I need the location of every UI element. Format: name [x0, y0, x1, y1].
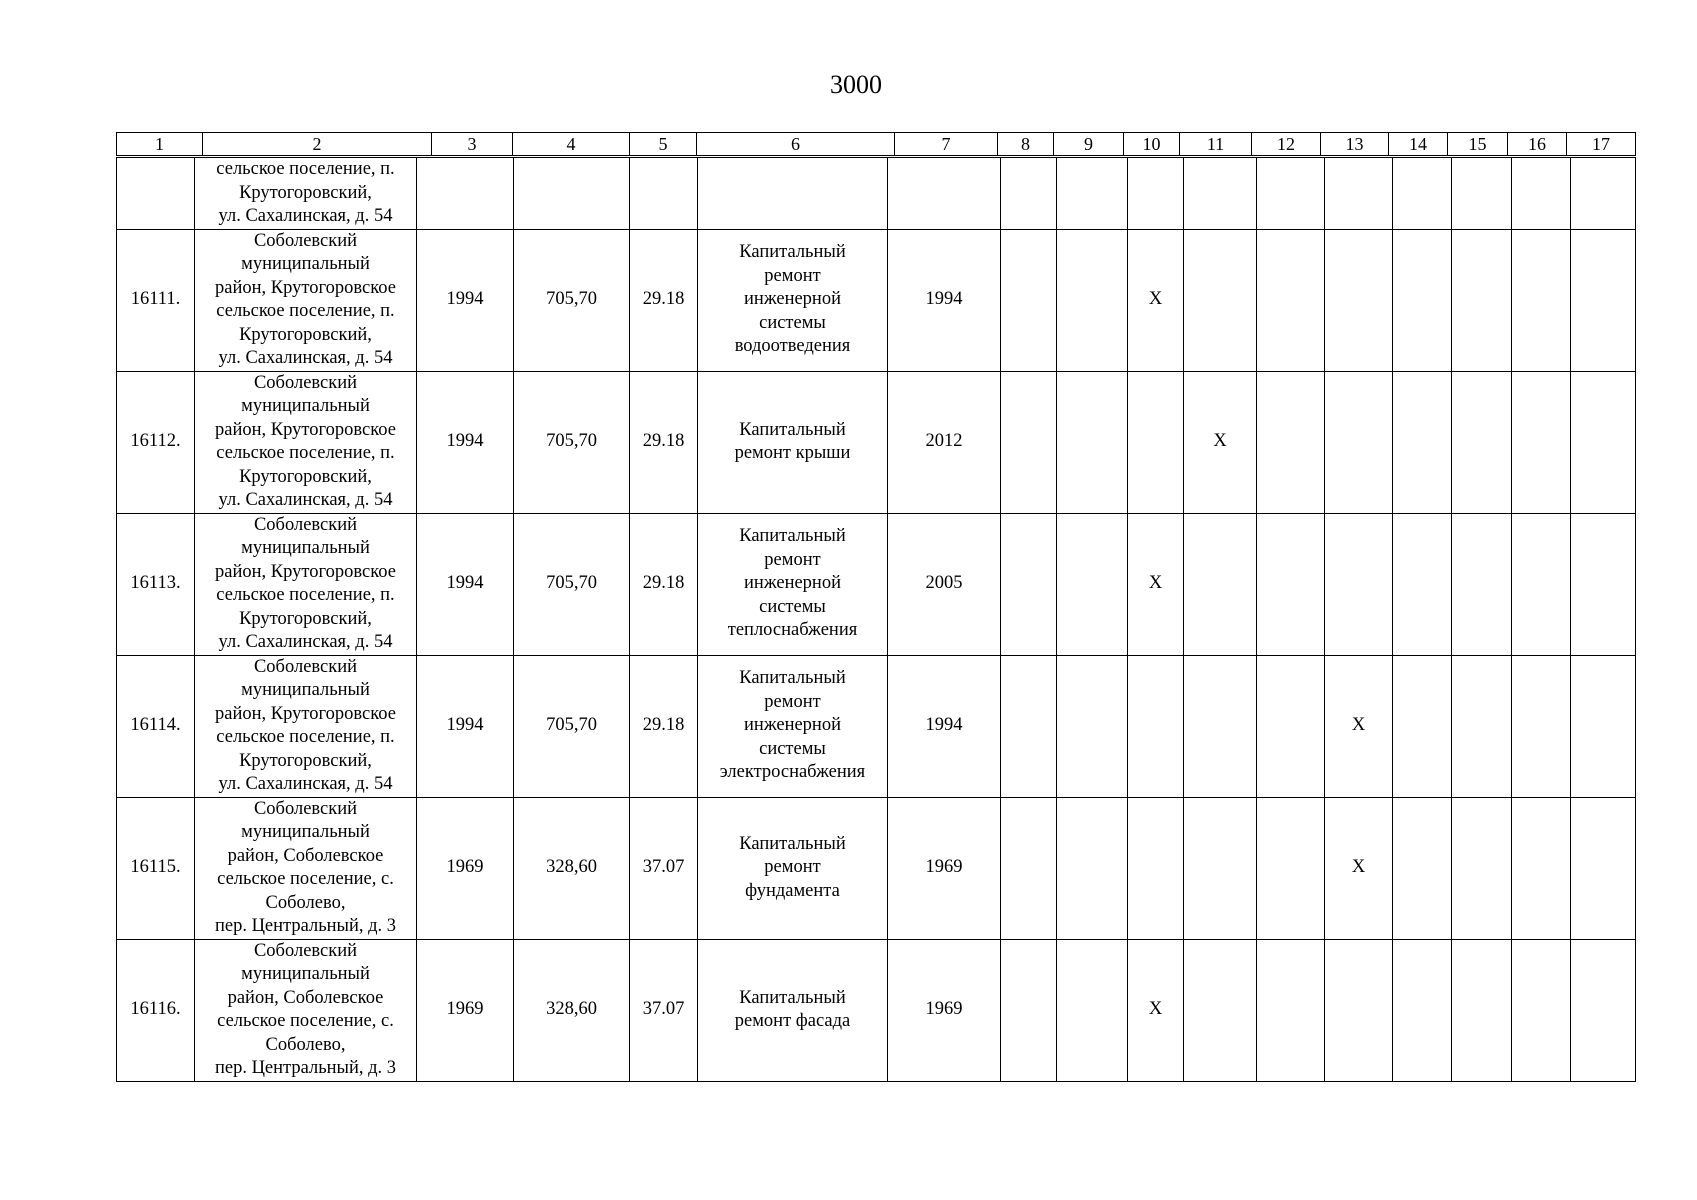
header-cell: 13: [1321, 133, 1389, 156]
cell-rate: 29.18: [630, 513, 698, 655]
cell-mark: [1128, 371, 1184, 513]
header-cell: 3: [432, 133, 513, 156]
cell-year: 1994: [417, 655, 514, 797]
header-cell: 9: [1054, 133, 1124, 156]
cell-num: 16115.: [117, 797, 195, 939]
cell-address: Соболевский муниципальный район, Крутогоровское сельское поселение, п. Крутогоровский, ул. Сахалинская, д. 54: [195, 371, 417, 513]
cell-work-type: Капитальный ремонт инженерной системы водоотведения: [698, 229, 888, 371]
cell-year: 1994: [417, 513, 514, 655]
cell-mark: [1184, 229, 1257, 371]
cell-area: 705,70: [514, 655, 630, 797]
table-row: [117, 371, 1636, 513]
header-cell: 1: [117, 133, 203, 156]
cell-area: 328,60: [514, 797, 630, 939]
table-row: [117, 939, 1636, 1081]
cell-mark: X: [1325, 797, 1393, 939]
cell-mark: X: [1128, 513, 1184, 655]
header-cell: 11: [1180, 133, 1252, 156]
cell-address: Соболевский муниципальный район, Соболевское сельское поселение, с. Соболево, пер. Центральный, д. 3: [195, 797, 417, 939]
cell-mark: X: [1128, 939, 1184, 1081]
cell-year: 1969: [417, 797, 514, 939]
header-cell: 8: [998, 133, 1054, 156]
cell-address: Соболевский муниципальный район, Крутогоровское сельское поселение, п. Крутогоровский, ул. Сахалинская, д. 54: [195, 513, 417, 655]
cell-num: 16112.: [117, 371, 195, 513]
cell-mark: [1325, 939, 1393, 1081]
table-row: [117, 229, 1636, 371]
header-cell: 10: [1124, 133, 1180, 156]
cell-address: Соболевский муниципальный район, Соболевское сельское поселение, с. Соболево, пер. Центральный, д. 3: [195, 939, 417, 1081]
cell-address: Соболевский муниципальный район, Крутогоровское сельское поселение, п. Крутогоровский, ул. Сахалинская, д. 54: [195, 229, 417, 371]
cell-area: 328,60: [514, 939, 630, 1081]
header-cell: 14: [1389, 133, 1448, 156]
cell-mark: [1128, 655, 1184, 797]
cell-work-year: 1994: [888, 655, 1001, 797]
cell-area: 705,70: [514, 513, 630, 655]
cell-num: [117, 158, 195, 230]
table-row: [117, 513, 1636, 655]
cell-num: 16113.: [117, 513, 195, 655]
column-number-header: [116, 132, 1636, 156]
cell-work-year: 1994: [888, 229, 1001, 371]
cell-work-year: 1969: [888, 797, 1001, 939]
cell-mark: X: [1128, 229, 1184, 371]
cell-num: 16111.: [117, 229, 195, 371]
table-row: [117, 797, 1636, 939]
cell-work-year: 2005: [888, 513, 1001, 655]
cell-rate: 37.07: [630, 797, 698, 939]
cell-work-year: 2012: [888, 371, 1001, 513]
cell-work-type: Капитальный ремонт крыши: [698, 371, 888, 513]
table-row: [117, 655, 1636, 797]
cell-mark: [1184, 797, 1257, 939]
cell-mark: [1184, 655, 1257, 797]
cell-year: 1994: [417, 229, 514, 371]
cell-mark: [1184, 939, 1257, 1081]
cell-num: 16114.: [117, 655, 195, 797]
cell-mark: X: [1325, 655, 1393, 797]
cell-mark: [1325, 229, 1393, 371]
table-row: [117, 158, 1636, 230]
cell-work-type: Капитальный ремонт инженерной системы электроснабжения: [698, 655, 888, 797]
cell-mark: X: [1184, 371, 1257, 513]
cell-year: 1994: [417, 371, 514, 513]
cell-work-type: Капитальный ремонт фасада: [698, 939, 888, 1081]
cell-rate: 29.18: [630, 371, 698, 513]
header-cell: 6: [697, 133, 895, 156]
repair-schedule-table: [116, 157, 1636, 1082]
cell-mark: [1325, 513, 1393, 655]
cell-rate: 29.18: [630, 229, 698, 371]
cell-area: 705,70: [514, 229, 630, 371]
page-number: 3000: [830, 70, 882, 99]
cell-address: сельское поселение, п. Крутогоровский, ул. Сахалинская, д. 54: [195, 158, 417, 230]
cell-year: 1969: [417, 939, 514, 1081]
cell-rate: 29.18: [630, 655, 698, 797]
cell-mark: [1128, 797, 1184, 939]
cell-mark: [1184, 513, 1257, 655]
cell-address: Соболевский муниципальный район, Крутогоровское сельское поселение, п. Крутогоровский, ул. Сахалинская, д. 54: [195, 655, 417, 797]
cell-rate: 37.07: [630, 939, 698, 1081]
header-cell: 16: [1508, 133, 1567, 156]
header-cell: 12: [1252, 133, 1321, 156]
cell-num: 16116.: [117, 939, 195, 1081]
header-cell: 5: [630, 133, 697, 156]
header-cell: 15: [1448, 133, 1508, 156]
cell-work-type: Капитальный ремонт фундамента: [698, 797, 888, 939]
cell-work-type: Капитальный ремонт инженерной системы теплоснабжения: [698, 513, 888, 655]
cell-mark: [1325, 371, 1393, 513]
header-cell: 17: [1567, 133, 1636, 156]
cell-work-year: 1969: [888, 939, 1001, 1081]
header-cell: 2: [203, 133, 432, 156]
cell-area: 705,70: [514, 371, 630, 513]
header-cell: 7: [895, 133, 998, 156]
header-cell: 4: [513, 133, 630, 156]
